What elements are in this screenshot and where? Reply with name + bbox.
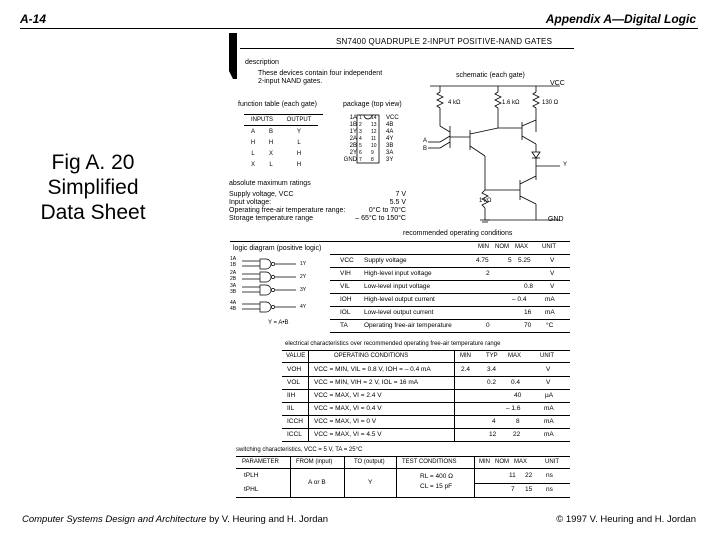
logic-diagram-label: logic diagram (positive logic) (233, 245, 322, 252)
resistor-1k-label: 1 kΩ (479, 198, 492, 204)
elec-header-rule (282, 362, 570, 363)
elec-sym: VOH (287, 366, 302, 373)
pin-label: GND (343, 157, 357, 163)
pin-label: VCC (386, 115, 399, 121)
sw-from: A or B (308, 479, 326, 486)
ft-cell: L (251, 150, 255, 157)
output-header: OUTPUT (280, 114, 318, 126)
roc-row-rule (330, 332, 570, 333)
ft-cell: H (296, 150, 302, 157)
roc-param: High-level input voltage (364, 270, 432, 277)
sw-col-divider (396, 456, 397, 498)
abs-max-title: absolute maximum ratings (229, 180, 311, 187)
header-rule (20, 28, 698, 29)
roc-header: NOM (495, 244, 509, 250)
col-a: A (250, 128, 255, 135)
nand-gate-3 (242, 285, 296, 295)
gnd-label: GND (548, 216, 564, 223)
ft-cell: X (268, 150, 273, 157)
abs-max-value: 5.5 V (389, 199, 406, 206)
pin-num: 9 (371, 150, 374, 156)
elec-cond: VCC = MAX, VI = 0.4 V (314, 405, 382, 412)
sw-header: NOM (495, 459, 509, 465)
sw-nom: 7 (511, 486, 515, 493)
elec-unit: µA (545, 392, 554, 399)
elec-headers (282, 353, 572, 361)
sw-header: FROM (input) (296, 459, 333, 465)
switching-headers (236, 459, 570, 467)
logic-equation: Y = A•B (268, 320, 289, 326)
schematic-diagram (410, 80, 590, 230)
pin-label: 4A (386, 129, 394, 135)
abs-max-labels (229, 191, 345, 223)
roc-param: Low-level output current (364, 309, 434, 316)
pin-num: 10 (371, 143, 377, 149)
elec-typ: 0.2 (487, 379, 497, 386)
pin-num: 5 (359, 143, 362, 149)
elec-row-rule (282, 376, 570, 377)
elec-unit: mA (544, 431, 554, 438)
pin-num: 7 (359, 157, 362, 163)
roc-unit: V (550, 283, 555, 290)
caption-line-3: Data Sheet (40, 201, 146, 224)
schematic-label: schematic (each gate) (456, 72, 525, 79)
roc-min: 2 (486, 270, 490, 277)
elec-cond: VCC = MIN, VIH = 2 V, IOL = 16 mA (314, 379, 419, 386)
logic-in-label: 4B (230, 306, 237, 312)
function-table (244, 114, 318, 170)
sw-to: Y (368, 479, 373, 486)
roc-header: UNIT (542, 244, 556, 250)
abs-max-value: 0°C to 70°C (368, 207, 406, 214)
ft-cell: H (250, 139, 256, 146)
title-wedge (229, 33, 241, 79)
roc-row-rule (330, 293, 570, 294)
sw-max: 15 (525, 486, 533, 493)
abs-max-value: 7 V (395, 191, 406, 198)
output-diode (532, 152, 540, 158)
roc-max: 0.8 (524, 283, 534, 290)
ft-top-rule (244, 114, 323, 115)
elec-row-rule (282, 415, 570, 416)
switching-header-rule (236, 468, 570, 469)
roc-unit: mA (545, 296, 555, 303)
elec-row-rule (282, 402, 570, 403)
elec-typ: 3.4 (487, 366, 497, 373)
footer-credit (22, 514, 328, 525)
logic-in-label: 2A (230, 270, 237, 276)
roc-unit: °C (546, 322, 554, 329)
pin-label: 4B (386, 122, 394, 128)
elec-sym: ICCL (287, 431, 302, 438)
pin-label: 3B (386, 143, 394, 149)
elec-header: TYP (486, 353, 498, 359)
pin-num: 1 (359, 115, 362, 121)
roc-unit: V (550, 270, 555, 277)
inputs-header: INPUTS (244, 114, 280, 126)
elec-cond: VCC = MAX, VI = 2.4 V (314, 392, 382, 399)
ft-cell: H (268, 139, 274, 146)
sw-max: 22 (525, 472, 533, 479)
abs-max-label: Operating free-air temperature range: (229, 207, 346, 214)
switching-title: switching characteristics, VCC = 5 V, TA = 25°C (236, 447, 363, 453)
pin-num: 13 (371, 122, 377, 128)
sw-col-divider (290, 456, 291, 498)
elec-sym: ICCH (287, 418, 303, 425)
roc-param: Operating free-air temperature (364, 322, 452, 329)
vcc-label: VCC (550, 80, 565, 87)
roc-top-rule (230, 241, 570, 242)
nand-gate-4 (242, 302, 296, 312)
roc-title: recommended operating conditions (403, 230, 513, 237)
abs-max-label: Storage temperature range (229, 215, 314, 222)
roc-row-rule (330, 319, 570, 320)
sw-header: UNIT (545, 459, 559, 465)
elec-sym: VOL (287, 379, 301, 386)
description-label: description (245, 59, 279, 66)
elec-unit: mA (544, 418, 554, 425)
ft-cell: L (297, 139, 301, 146)
abs-max-value: – 65°C to 150°C (355, 215, 406, 222)
caption-line-2: Simplified (47, 176, 139, 199)
pin-label: 3A (386, 150, 394, 156)
pin-label: 2B (349, 143, 357, 149)
resistor-130 (533, 92, 539, 108)
sw-cond-1: RL = 400 Ω (420, 473, 453, 480)
chapter-title: Appendix A—Digital Logic (545, 12, 696, 26)
pin-num: 2 (359, 122, 362, 128)
roc-unit: mA (545, 309, 555, 316)
logic-out-label: 2Y (300, 274, 307, 280)
pin-num: 8 (371, 157, 374, 163)
package-right-nums (371, 115, 377, 164)
roc-unit: V (550, 257, 555, 264)
switching-top-rule (236, 456, 570, 457)
logic-out-label: 1Y (300, 261, 307, 267)
roc-min: 0 (486, 322, 490, 329)
book-title: Computer Systems Design and Architecture (22, 514, 207, 525)
elec-top-rule (282, 350, 570, 351)
ft-cell: L (269, 161, 273, 168)
logic-in-label: 1B (230, 262, 237, 268)
roc-sym: IOL (340, 309, 351, 316)
ft-cell: H (296, 161, 302, 168)
title-rule (240, 48, 574, 49)
elec-row-rule (282, 428, 570, 429)
sheet-title: SN7400 QUADRUPLE 2-INPUT POSITIVE-NAND GATES (336, 37, 553, 46)
package-left-nums (359, 115, 362, 164)
logic-in-label: 2B (230, 276, 237, 282)
book-authors: by V. Heuring and H. Jordan (206, 514, 329, 525)
abs-max-label: Input voltage: (229, 199, 272, 206)
elec-header: MIN (460, 353, 471, 359)
elec-sym: IIL (287, 405, 295, 412)
footer-copyright: © 1997 V. Heuring and H. Jordan (556, 514, 696, 525)
description-text-1: These devices contain four independent (258, 70, 383, 77)
elec-unit: mA (544, 405, 554, 412)
nand-gate-1 (242, 259, 296, 269)
sw-header: PARAMETER (242, 459, 279, 465)
col-y: Y (296, 128, 301, 135)
sw-row-rule (474, 483, 570, 484)
elec-row-rule (282, 441, 570, 442)
sw-param: tPLH (244, 472, 259, 479)
roc-max: – 0.4 (512, 296, 527, 303)
pin-num: 14 (371, 115, 377, 121)
roc-row-rule (330, 267, 570, 268)
roc-max: 70 (524, 322, 532, 329)
elec-max: 40 (514, 392, 522, 399)
logic-in-label: 3A (230, 283, 237, 289)
roc-sym: VIH (340, 270, 351, 277)
sw-header: TO (output) (354, 459, 385, 465)
elec-unit: V (546, 379, 551, 386)
roc-sym: IOH (340, 296, 352, 303)
resistor-1k6-label: 1.6 kΩ (502, 100, 520, 106)
input-b-label: B (423, 146, 428, 152)
roc-min: 4.75 (476, 257, 489, 264)
logic-out-label: 4Y (300, 304, 307, 310)
sw-cond-2: CL = 15 pF (420, 483, 453, 490)
roc-header-rule (330, 254, 570, 255)
pin-num: 4 (359, 136, 362, 142)
pin-label: 1A (349, 115, 357, 121)
elec-cond: VCC = MIN, VIL = 0.8 V, IOH = – 0.4 mA (314, 366, 431, 373)
package-label: package (top view) (343, 101, 402, 108)
elec-header: OPERATING CONDITIONS (334, 353, 409, 359)
elec-max: 22 (513, 431, 521, 438)
elec-typ: 12 (489, 431, 497, 438)
elec-max: 0.4 (511, 379, 521, 386)
col-b: B (268, 128, 273, 135)
roc-sym: TA (340, 322, 348, 329)
sw-col-divider (344, 456, 345, 498)
input-a-label: A (423, 138, 428, 144)
resistor-4k-label: 4 kΩ (448, 100, 461, 106)
sw-unit: ns (546, 486, 553, 493)
roc-header: MAX (515, 244, 529, 250)
elec-max: – 1.6 (506, 405, 521, 412)
roc-sym: VCC (340, 257, 354, 264)
resistor-4k (437, 92, 443, 108)
sw-header: MIN (479, 459, 490, 465)
roc-row-rule (330, 306, 570, 307)
roc-header: MIN (478, 244, 489, 250)
elec-unit: V (546, 366, 551, 373)
elec-header: MAX (508, 353, 522, 359)
logic-in-label: 3B (230, 289, 237, 295)
elec-typ: 4 (492, 418, 496, 425)
roc-max: 16 (524, 309, 532, 316)
roc-nom: 5 (508, 257, 512, 264)
sw-header: TEST CONDITIONS (402, 459, 457, 465)
sw-nom: 11 (509, 472, 516, 479)
page-number: A-14 (20, 12, 47, 26)
output-y-label: Y (563, 162, 568, 168)
pin-label: 3Y (386, 157, 394, 163)
logic-diagram (230, 256, 330, 326)
pin-label: 2Y (349, 150, 357, 156)
elec-header: VALUE (286, 353, 306, 359)
switching-bottom-rule (236, 497, 570, 498)
elec-sym: IIH (287, 392, 296, 399)
sw-param: tPHL (244, 486, 259, 493)
function-table-label: function table (each gate) (238, 101, 317, 108)
description-text-2: 2-input NAND gates. (258, 78, 323, 85)
elec-header: UNIT (540, 353, 554, 359)
pin-num: 3 (359, 129, 362, 135)
logic-in-label: 1A (230, 256, 237, 262)
pin-label: 2A (349, 136, 357, 142)
roc-max: 5.25 (518, 257, 531, 264)
sw-unit: ns (546, 472, 553, 479)
sw-header: MAX (514, 459, 528, 465)
package-right-pins (386, 115, 399, 164)
logic-out-label: 3Y (300, 287, 307, 293)
figure-caption (18, 150, 168, 225)
pin-num: 6 (359, 150, 362, 156)
pin-num: 12 (371, 129, 377, 135)
pin-label: 4Y (386, 136, 394, 142)
elec-cond: VCC = MAX, VI = 4.5 V (314, 431, 382, 438)
elec-title: electrical characteristics over recommended operating free-air temperature range (285, 341, 501, 347)
roc-param: High-level output current (364, 296, 435, 303)
resistor-1k6 (495, 92, 501, 108)
pin-label: 1B (349, 122, 357, 128)
nand-gate-2 (242, 272, 296, 282)
caption-line-1: Fig A. 20 (51, 151, 135, 174)
package-left-pins (343, 115, 357, 164)
roc-sym: VIL (340, 283, 350, 290)
elec-min: 2.4 (461, 366, 471, 373)
elec-cond: VCC = MAX, VI = 0 V (314, 418, 377, 425)
roc-param: Low-level input voltage (364, 283, 431, 290)
pin-label: 1Y (349, 129, 357, 135)
sw-col-divider (474, 456, 475, 498)
ft-cell: X (250, 161, 255, 168)
roc-param: Supply voltage (364, 257, 407, 264)
abs-max-values (350, 191, 406, 223)
abs-max-label: Supply voltage, VCC (229, 191, 294, 198)
pin-num: 11 (371, 136, 377, 142)
logic-in-label: 4A (230, 300, 237, 306)
elec-max: 8 (516, 418, 520, 425)
resistor-130-label: 130 Ω (542, 100, 559, 106)
roc-row-rule (330, 280, 570, 281)
elec-row-rule (282, 389, 570, 390)
